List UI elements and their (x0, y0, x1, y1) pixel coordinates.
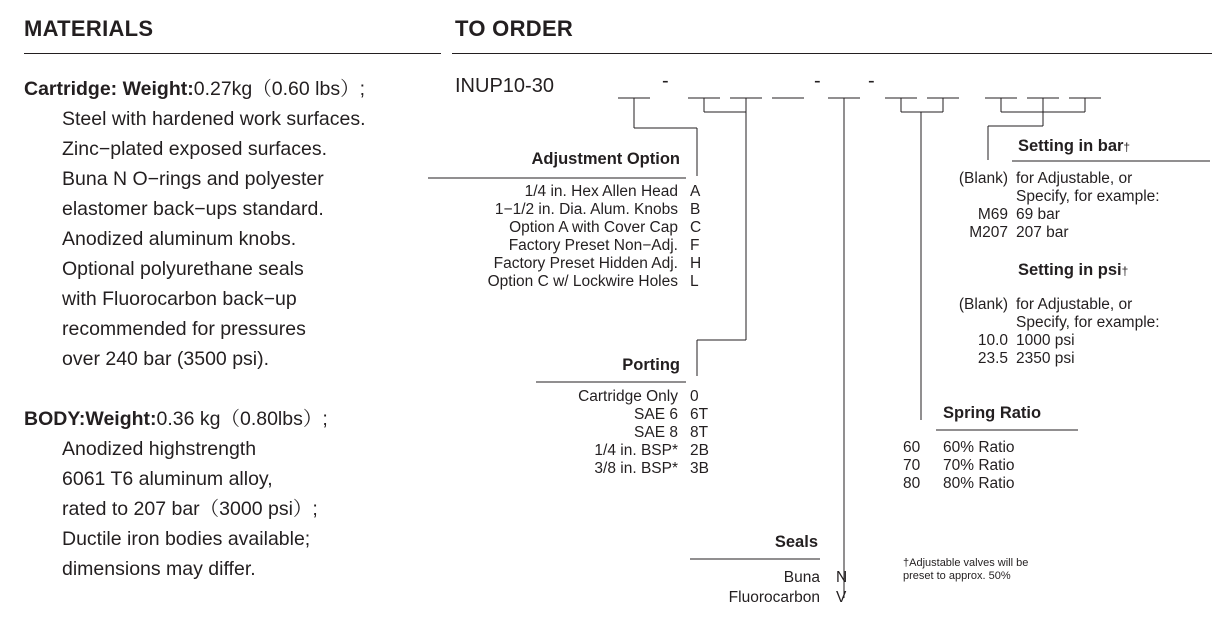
spring-label: 60% Ratio (943, 439, 1015, 456)
option-label: 1/4 in. BSP* (594, 442, 678, 459)
option-code: H (690, 255, 702, 272)
seals-codes (836, 568, 847, 608)
setting-code: 10.0 (977, 332, 1008, 349)
cartridge-label: Cartridge: Weight: (24, 78, 194, 100)
seals-title: Seals (774, 533, 818, 551)
option-label: 3/8 in. BSP* (594, 460, 678, 477)
option-code: 0 (690, 388, 699, 405)
setting-bar-title-text: Setting in bar (1018, 137, 1124, 155)
spring-code: 60 (903, 439, 921, 456)
body-label: BODY:Weight: (24, 408, 157, 430)
adjustment-option-title: Adjustment Option (531, 150, 680, 168)
setting-text: 207 bar (1016, 224, 1069, 241)
setting-code: (Blank) (958, 296, 1008, 313)
setting-psi-title-text: Setting in psi (1018, 261, 1122, 279)
code-dash: - (662, 70, 669, 92)
adjustment-labels (380, 183, 678, 291)
spring-code: 80 (903, 475, 921, 492)
porting-codes (690, 388, 709, 478)
cartridge-weight: 0.27kg（0.60 lbs）; (193, 78, 365, 100)
setting-code (920, 188, 1008, 206)
option-code: 3B (690, 460, 709, 477)
setting-text: for Adjustable, or (1016, 296, 1133, 313)
spring-ratio-title: Spring Ratio (943, 404, 1042, 422)
setting-psi-text (1016, 296, 1160, 368)
option-label: SAE 8 (634, 424, 678, 441)
body-line: rated to 207 bar（3000 psi）; (62, 498, 318, 520)
option-label: 1/4 in. Hex Allen Head (524, 183, 678, 200)
option-code: F (690, 237, 700, 254)
option-code: V (836, 589, 847, 606)
cartridge-line: Optional polyurethane seals (62, 258, 304, 280)
option-code: 6T (690, 406, 709, 423)
option-label: 1−1/2 in. Dia. Alum. Knobs (494, 201, 678, 218)
footnote-line: preset to approx. 50% (903, 570, 1011, 582)
setting-psi-codes (920, 296, 1008, 368)
setting-code: M207 (969, 224, 1008, 241)
setting-bar-text (1016, 170, 1160, 242)
setting-text: 2350 psi (1016, 350, 1075, 367)
materials-heading: MATERIALS (24, 16, 154, 41)
body-line: dimensions may differ. (62, 558, 256, 580)
code-dash: - (868, 70, 875, 92)
seals-labels (680, 568, 820, 608)
option-code: 8T (690, 424, 709, 441)
option-code: B (690, 201, 701, 218)
dagger-mark: † (1121, 264, 1129, 278)
cartridge-line: Anodized aluminum knobs. (62, 228, 297, 250)
cartridge-line: elastomer back−ups standard. (62, 198, 324, 220)
adjustment-codes (690, 183, 701, 291)
setting-text: 1000 psi (1016, 332, 1075, 349)
setting-text: for Adjustable, or (1016, 170, 1133, 187)
cartridge-line: over 240 bar (3500 psi). (62, 348, 270, 370)
option-label: Option A with Cover Cap (509, 219, 678, 236)
setting-code: (Blank) (958, 170, 1008, 187)
option-code: L (690, 273, 699, 290)
body-line: 6061 T6 aluminum alloy, (62, 468, 273, 490)
option-label: SAE 6 (634, 406, 678, 423)
setting-text: 69 bar (1016, 206, 1060, 223)
option-code: N (836, 569, 848, 586)
cartridge-line: Buna N O−rings and polyester (62, 168, 324, 190)
option-label: Factory Preset Non−Adj. (508, 237, 678, 254)
spring-label: 70% Ratio (943, 457, 1015, 474)
spring-text (943, 439, 1015, 493)
footnote (903, 557, 1028, 583)
body-line: Anodized highstrength (62, 438, 257, 460)
setting-bar-codes (920, 170, 1008, 242)
setting-text: Specify, for example: (1016, 314, 1160, 331)
footnote-line: †Adjustable valves will be (903, 557, 1029, 569)
option-code: 2B (690, 442, 709, 459)
setting-bar-title (1018, 137, 1130, 156)
setting-code: M69 (977, 206, 1008, 223)
option-label: Factory Preset Hidden Adj. (493, 255, 678, 272)
setting-text: Specify, for example: (1016, 188, 1160, 205)
code-dash: - (814, 70, 821, 92)
body-line: Ductile iron bodies available; (62, 528, 311, 550)
dagger-mark: † (1123, 140, 1131, 154)
spring-codes (903, 439, 920, 493)
option-label: Option C w/ Lockwire Holes (487, 273, 678, 290)
porting-labels (500, 388, 678, 478)
cartridge-line: Zinc−plated exposed surfaces. (62, 138, 328, 160)
porting-title: Porting (622, 356, 680, 374)
cartridge-line: with Fluorocarbon back−up (62, 288, 297, 310)
cartridge-line: Steel with hardened work surfaces. (62, 108, 366, 130)
setting-code: 23.5 (977, 350, 1008, 367)
setting-code (920, 314, 1008, 332)
option-label: Fluorocarbon (728, 589, 820, 606)
option-label: Cartridge Only (578, 388, 678, 405)
setting-psi-title (1018, 261, 1128, 280)
cartridge-line: recommended for pressures (62, 318, 306, 340)
option-code: A (690, 183, 701, 200)
body-weight: 0.36 kg（0.80lbs）; (156, 408, 328, 430)
spring-code: 70 (903, 457, 921, 474)
model-code: INUP10-30 (455, 75, 554, 97)
spring-label: 80% Ratio (943, 475, 1015, 492)
to-order-heading: TO ORDER (455, 16, 574, 41)
option-code: C (690, 219, 702, 236)
option-label: Buna (783, 569, 820, 586)
